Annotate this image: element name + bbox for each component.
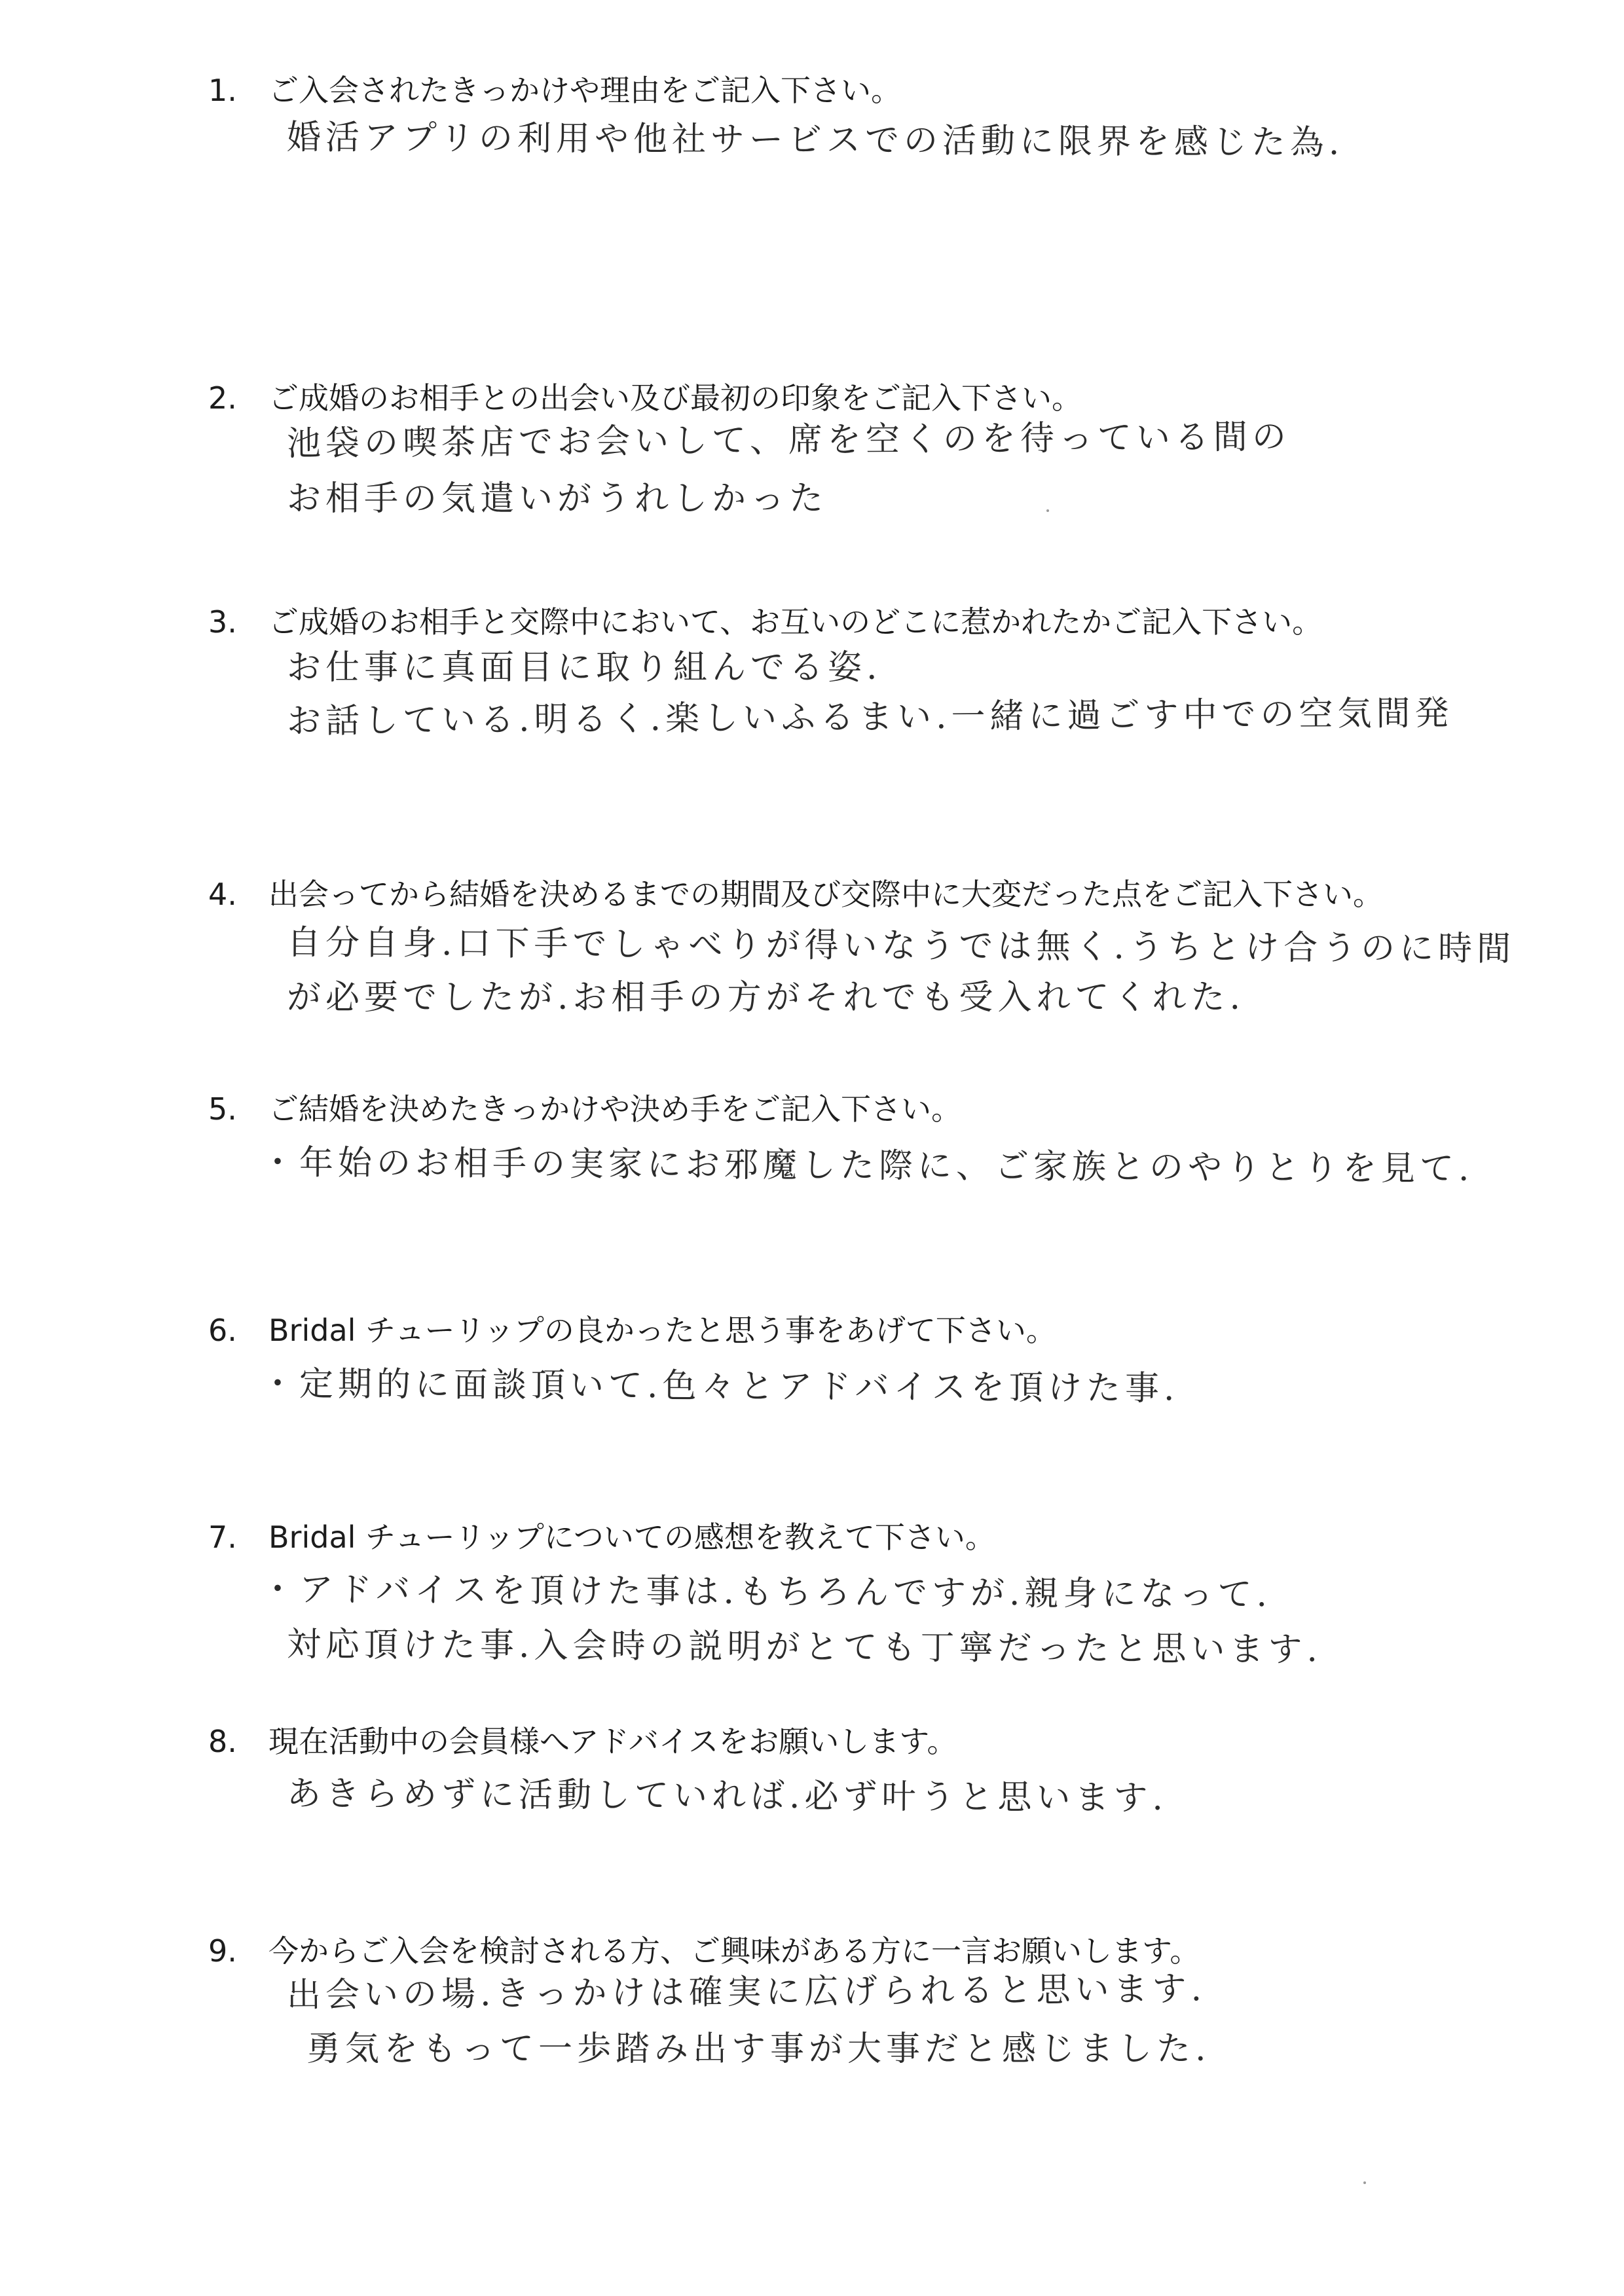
- question-3-answer-line-1: お仕事に真面目に取り組んでる姿.: [287, 648, 882, 687]
- question-1: [208, 71, 1518, 162]
- question-7-heading: [208, 1518, 1518, 1557]
- question-3-text: ご成婚のお相手と交際中において、お互いのどこに惹かれたかご記入下さい。: [268, 604, 1323, 640]
- question-2-answer-line-1: 池袋の喫茶店でお会いして、席を空くのを待っている間の: [286, 417, 1291, 464]
- question-3-number: 3.: [208, 604, 237, 640]
- question-3-answer-line-2: お話している.明るく.楽しいふるまい.一緒に過ごす中での空気間発: [286, 693, 1454, 741]
- question-2: [208, 378, 1518, 524]
- question-8-number: 8.: [208, 1724, 237, 1759]
- question-8: [208, 1722, 1518, 1819]
- question-1-number: 1.: [208, 73, 237, 108]
- question-9-answer-line-1: 出会いの場.きっかけは確実に広げられると思います.: [286, 1969, 1207, 2015]
- question-1-heading: [208, 71, 1518, 110]
- question-9-text: 今からご入会を検討される方、ご興味がある方に一言お願いします。: [268, 1933, 1200, 1969]
- question-1-text: ご入会されたきっかけや理由をご記入下さい。: [268, 73, 901, 108]
- question-2-text: ご成婚のお相手との出会い及び最初の印象をご記入下さい。: [268, 380, 1082, 416]
- question-4-answer-line-1: 自分自身.口下手でしゃべりが得いなうでは無く.うちとけ合うのに時間: [286, 923, 1516, 969]
- question-5-text: ご結婚を決めたきっかけや決め手をご記入下さい。: [268, 1091, 961, 1127]
- question-7-text: Bridal チューリップについての感想を教えて下さい。: [268, 1520, 995, 1555]
- question-6-text: Bridal チューリップの良かったと思う事をあげて下さい。: [268, 1313, 1056, 1348]
- question-5-heading: [208, 1089, 1518, 1129]
- question-6-number: 6.: [208, 1313, 237, 1348]
- question-8-text: 現在活動中の会員様へアドバイスをお願いします。: [268, 1724, 957, 1759]
- question-8-answer-line-1: あきらめずに活動していれば.必ず叶うと思います.: [286, 1774, 1168, 1819]
- question-7: [208, 1518, 1518, 1669]
- question-4: [208, 875, 1518, 1023]
- question-2-number: 2.: [208, 380, 237, 416]
- question-7-number: 7.: [208, 1520, 237, 1555]
- question-2-answer-line-2: お相手の気遣いがうれしかった: [287, 479, 828, 519]
- question-9-answer-line-2: 勇気をもって一歩踏み出す事が大事だと感じました.: [306, 2030, 1211, 2069]
- question-6-answer-line-1: ・定期的に面談頂いて.色々とアドバイスを頂けた事.: [260, 1364, 1179, 1409]
- question-6-heading: [208, 1311, 1518, 1350]
- question-6: [208, 1311, 1518, 1409]
- question-7-answer-line-2: 対応頂けた事.入会時の説明がとても丁寧だったと思います.: [286, 1625, 1323, 1670]
- question-5-answer-line-1: ・年始のお相手の実家にお邪魔した際に、ご家族とのやりとりを見て.: [260, 1143, 1474, 1189]
- question-4-answer-line-2: が必要でしたが.お相手の方がそれでも受入れてくれた.: [287, 978, 1246, 1017]
- question-9: [208, 1931, 1518, 2074]
- question-7-answer-line-1: ・アドバイスを頂けた事は.もちろんですが.親身になって.: [260, 1570, 1272, 1615]
- question-4-text: 出会ってから結婚を決めるまでの期間及び交際中に大変だった点をご記入下さい。: [268, 877, 1383, 912]
- question-8-heading: [208, 1722, 1518, 1761]
- scan-speck: [1363, 2181, 1366, 2184]
- question-5: [208, 1089, 1518, 1188]
- question-4-heading: [208, 875, 1518, 914]
- question-5-number: 5.: [208, 1091, 237, 1127]
- question-3: [208, 602, 1518, 746]
- scan-speck: [1046, 509, 1049, 512]
- question-1-answer-line-1: 婚活アプリの利用や他社サービスでの活動に限界を感じた為.: [286, 118, 1344, 163]
- question-3-heading: [208, 602, 1518, 642]
- question-4-number: 4.: [208, 877, 237, 912]
- question-9-number: 9.: [208, 1933, 237, 1969]
